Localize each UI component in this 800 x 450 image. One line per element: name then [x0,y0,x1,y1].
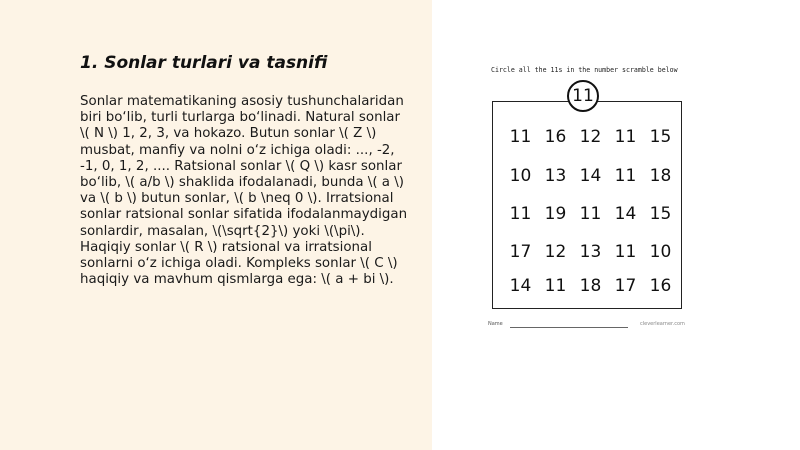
grid-cell: 11 [614,166,637,186]
target-number-circle: 11 [567,80,599,112]
grid-cell: 13 [579,242,602,262]
grid-cell: 17 [614,276,637,296]
name-label: Name [488,321,503,327]
grid-cell: 11 [579,204,602,224]
grid-row [503,166,678,188]
grid-cell: 11 [614,127,637,147]
grid-row [503,276,678,298]
grid-cell: 15 [649,127,672,147]
grid-row [503,127,678,149]
slide-title: 1. Sonlar turlari va tasnifi [80,53,328,73]
grid-cell: 18 [649,166,672,186]
grid-cell: 14 [614,204,637,224]
grid-cell: 14 [509,276,532,296]
grid-cell: 10 [509,166,532,186]
grid-cell: 16 [544,127,567,147]
grid-cell: 10 [649,242,672,262]
grid-cell: 12 [579,127,602,147]
grid-cell: 12 [544,242,567,262]
grid-cell: 11 [509,127,532,147]
name-line [510,327,628,328]
worksheet-source: cleverlearner.com [640,321,685,327]
worksheet-footer [488,321,688,331]
slide-body-text: Sonlar matematikaning asosiy tushunchalaridan biri bo‘lib, turli turlarga bo‘linadi. Natural sonlar \( N \) 1, 2, 3, va hokazo. Butun sonlar \( Z \) musbat, manfiy va nolni o‘z ichiga oladi: ..., -2, -1, 0, 1, 2, .... Ratsional sonlar \( Q \) kasr sonlar bo‘lib, \( a/b \) shaklida ifodalanadi, bunda \( a \) va \( b \) butun sonlar, \( b \neq 0 \). Irratsional sonlar ratsional sonlar sifatida ifodalanmaydigan sonlardir, masalan, \(\sqrt{2}\) yoki \(\pi\). Haqiqiy sonlar \( R \) ratsional va irratsional sonlarni o‘z ichiga oladi. Kompleks sonlar \( C \) haqiqiy va mavhum qismlarga ega: \( a + bi \). [80,94,408,288]
grid-cell: 18 [579,276,602,296]
grid-cell: 11 [509,204,532,224]
grid-cell: 11 [544,276,567,296]
grid-row [503,242,678,264]
grid-cell: 13 [544,166,567,186]
grid-cell: 15 [649,204,672,224]
grid-cell: 14 [579,166,602,186]
grid-cell: 11 [614,242,637,262]
grid-cell: 16 [649,276,672,296]
worksheet-instruction: Circle all the 11s in the number scramble below [491,66,678,74]
grid-cell: 17 [509,242,532,262]
grid-row [503,204,678,226]
grid-cell: 19 [544,204,567,224]
